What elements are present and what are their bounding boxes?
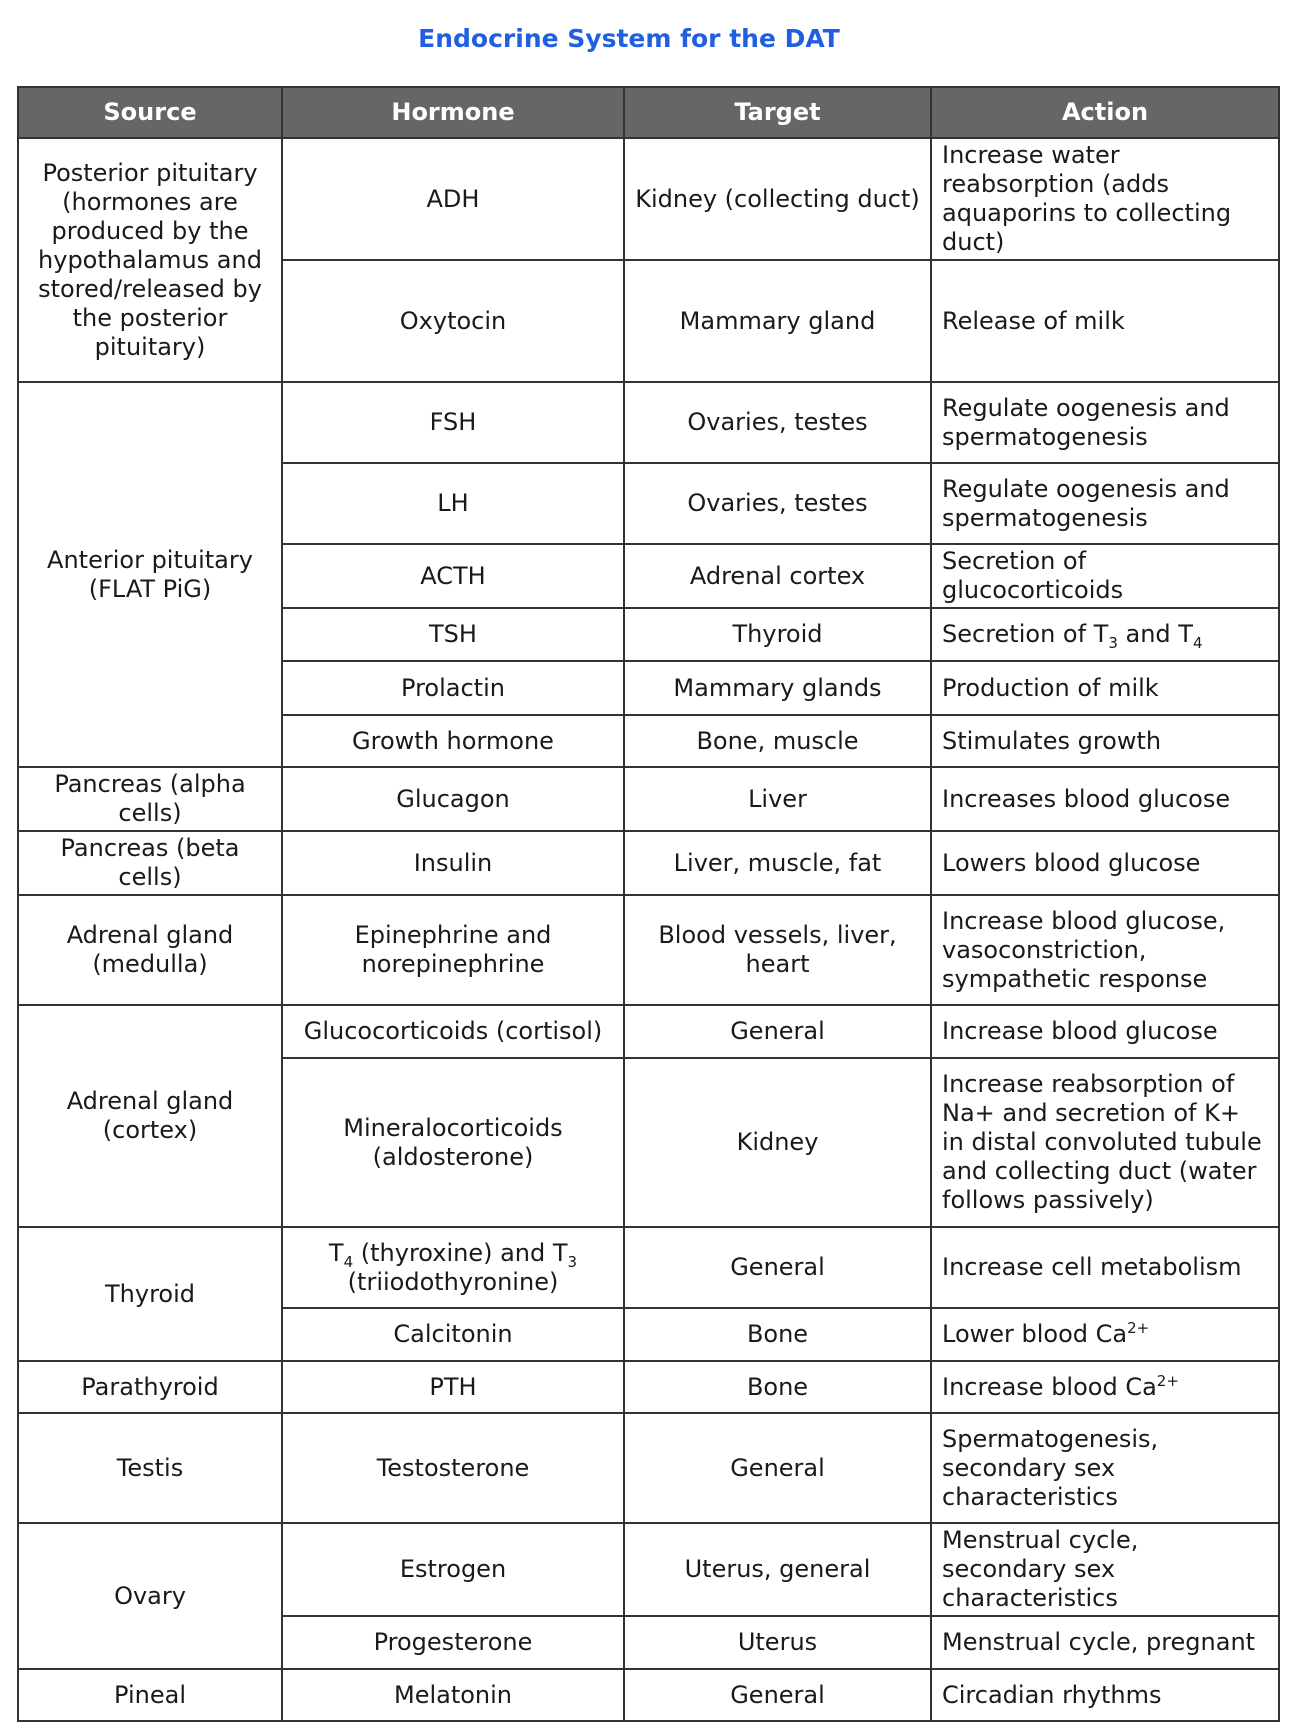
- endocrine-table: [17, 86, 1280, 1722]
- source-cell: Testis: [18, 1413, 282, 1523]
- source-cell: Posterior pituitary (hormones are produced by the hypothalamus and stored/released by the posterior pituitary): [18, 138, 282, 382]
- hormone-cell: ADH: [282, 138, 624, 260]
- hormone-cell: LH: [282, 463, 624, 544]
- table-row: [18, 767, 1279, 831]
- header-target: Target: [624, 87, 931, 138]
- subscript: 3: [567, 1252, 578, 1271]
- target-cell: Uterus: [624, 1616, 931, 1669]
- header-action: Action: [931, 87, 1279, 138]
- header-hormone: Hormone: [282, 87, 624, 138]
- hormone-cell: Oxytocin: [282, 260, 624, 382]
- subscript: 4: [343, 1252, 354, 1271]
- hormone-cell: [282, 1227, 624, 1308]
- target-cell: Bone: [624, 1361, 931, 1413]
- hormone-cell: Epinephrine and norepinephrine: [282, 895, 624, 1005]
- hormone-cell: PTH: [282, 1361, 624, 1413]
- table-row: [18, 1669, 1279, 1721]
- source-cell: Adrenal gland (cortex): [18, 1005, 282, 1227]
- table-row: [18, 1005, 1279, 1058]
- subscript: 3: [1108, 634, 1118, 652]
- hormone-cell: Progesterone: [282, 1616, 624, 1669]
- target-cell: Uterus, general: [624, 1523, 931, 1616]
- table-row: [18, 382, 1279, 463]
- action-cell: Increase water reabsorption (adds aquaporins to collecting duct): [931, 138, 1279, 260]
- action-cell: Menstrual cycle, pregnant: [931, 1616, 1279, 1669]
- source-cell: Ovary: [18, 1523, 282, 1669]
- source-cell: Pancreas (alpha cells): [18, 767, 282, 831]
- hormone-cell: Insulin: [282, 831, 624, 895]
- action-cell: Increase cell metabolism: [931, 1227, 1279, 1308]
- subscript: 4: [1192, 634, 1203, 652]
- table-row: [18, 1413, 1279, 1523]
- hormone-cell: Estrogen: [282, 1523, 624, 1616]
- target-cell: General: [624, 1669, 931, 1721]
- hormone-text: (triiodothyronine): [347, 1267, 559, 1296]
- target-cell: Mammary glands: [624, 661, 931, 715]
- action-cell: Secretion of glucocorticoids: [931, 544, 1279, 608]
- action-cell: [931, 608, 1279, 661]
- hormone-cell: ACTH: [282, 544, 624, 608]
- target-cell: Kidney (collecting duct): [624, 138, 931, 260]
- superscript: 2+: [1127, 1319, 1150, 1337]
- table-row: [18, 138, 1279, 260]
- hormone-text: (thyroxine) and T: [353, 1238, 568, 1267]
- target-cell: Kidney: [624, 1058, 931, 1227]
- target-cell: Liver, muscle, fat: [624, 831, 931, 895]
- hormone-text: T: [328, 1238, 344, 1267]
- action-cell: Regulate oogenesis and spermatogenesis: [931, 463, 1279, 544]
- table-row: [18, 1227, 1279, 1308]
- hormone-cell: TSH: [282, 608, 624, 661]
- action-cell: Production of milk: [931, 661, 1279, 715]
- target-cell: General: [624, 1413, 931, 1523]
- source-cell: Parathyroid: [18, 1361, 282, 1413]
- action-cell: Spermatogenesis, secondary sex characteristics: [931, 1413, 1279, 1523]
- hormone-cell: Calcitonin: [282, 1308, 624, 1361]
- target-cell: Bone: [624, 1308, 931, 1361]
- source-cell: Adrenal gland (medulla): [18, 895, 282, 1005]
- source-cell: Anterior pituitary (FLAT PiG): [18, 382, 282, 767]
- table-row: [18, 895, 1279, 1005]
- superscript: 2+: [1156, 1371, 1179, 1390]
- hormone-cell: Prolactin: [282, 661, 624, 715]
- target-cell: Bone, muscle: [624, 715, 931, 767]
- table-row: [18, 1523, 1279, 1616]
- action-cell: Regulate oogenesis and spermatogenesis: [931, 382, 1279, 463]
- target-cell: General: [624, 1227, 931, 1308]
- action-cell: Increase blood glucose: [931, 1005, 1279, 1058]
- action-cell: [931, 1361, 1279, 1413]
- hormone-cell: Melatonin: [282, 1669, 624, 1721]
- hormone-cell: Glucagon: [282, 767, 624, 831]
- action-text: Increase blood Ca: [942, 1372, 1157, 1401]
- hormone-cell: FSH: [282, 382, 624, 463]
- source-cell: Pineal: [18, 1669, 282, 1721]
- table-row: [18, 1361, 1279, 1413]
- header-source: Source: [18, 87, 282, 138]
- hormone-cell: Mineralocorticoids (aldosterone): [282, 1058, 624, 1227]
- target-cell: Ovaries, testes: [624, 382, 931, 463]
- page-title: Endocrine System for the DAT: [418, 24, 840, 53]
- hormone-cell: Glucocorticoids (cortisol): [282, 1005, 624, 1058]
- target-cell: Ovaries, testes: [624, 463, 931, 544]
- action-cell: Stimulates growth: [931, 715, 1279, 767]
- action-cell: Increase reabsorption of Na+ and secretion of K+ in distal convoluted tubule and collecting duct (water follows passively): [931, 1058, 1279, 1227]
- target-cell: Adrenal cortex: [624, 544, 931, 608]
- hormone-cell: Growth hormone: [282, 715, 624, 767]
- action-cell: Lowers blood glucose: [931, 831, 1279, 895]
- target-cell: General: [624, 1005, 931, 1058]
- action-text: Secretion of T: [942, 620, 1109, 648]
- action-cell: Increases blood glucose: [931, 767, 1279, 831]
- source-cell: Pancreas (beta cells): [18, 831, 282, 895]
- target-cell: Blood vessels, liver, heart: [624, 895, 931, 1005]
- header-row: [18, 87, 1279, 138]
- table-row: [18, 831, 1279, 895]
- target-cell: Thyroid: [624, 608, 931, 661]
- action-cell: Circadian rhythms: [931, 1669, 1279, 1721]
- action-cell: Increase blood glucose, vasoconstriction, sympathetic response: [931, 895, 1279, 1005]
- target-cell: Mammary gland: [624, 260, 931, 382]
- hormone-cell: Testosterone: [282, 1413, 624, 1523]
- action-cell: Release of milk: [931, 260, 1279, 382]
- action-cell: Menstrual cycle, secondary sex characteristics: [931, 1523, 1279, 1616]
- source-cell: Thyroid: [18, 1227, 282, 1361]
- action-text: Lower blood Ca: [942, 1320, 1128, 1348]
- target-cell: Liver: [624, 767, 931, 831]
- action-cell: [931, 1308, 1279, 1361]
- action-text: and T: [1117, 620, 1193, 648]
